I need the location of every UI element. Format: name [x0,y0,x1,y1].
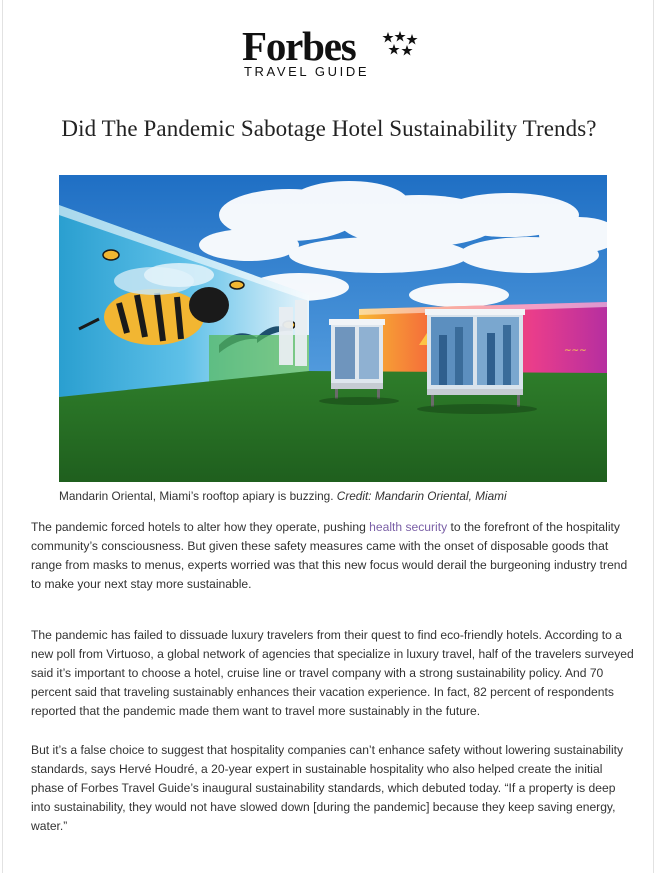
hero-image [59,175,607,482]
paragraph-3: But it’s a false choice to suggest that hospitality companies can’t enhance safety without lowering sustainability standards, says Hervé Houdré, a 20-year expert in sustainable hospitality who also helped create the initial phase of Forbes Travel Guide’s inaugural sustainability standards, which debuted today. “If a property is deep into sustainability, they would not have slowed down [during the pandemic] because they keep saving energy, water.” [31,743,624,833]
caption-credit: Credit: Mandarin Oriental, Miami [336,489,507,503]
forbes-travel-guide-logo[interactable] [242,24,422,82]
logo-stars-icon [380,30,420,58]
health-security-link[interactable]: health security [369,520,448,534]
svg-text:~~~: ~~~ [564,346,587,356]
paragraph-2: The pandemic has failed to dissuade luxury travelers from their quest to find eco-friendly hotels. According to a new poll from Virtuoso, a global network of agencies that specialize in luxury travel, half of the travelers surveyed said it’s important to choose a hotel, cruise line or travel company with a strong sustainability policy. And 70 percent said that traveling sustainably enhances their vacation experience. In fact, 82 percent of respondents reported that the pandemic made them want to travel more sustainably in the future. [31,628,634,718]
caption-text: Mandarin Oriental, Miami’s rooftop apiary is buzzing. [59,489,334,503]
paragraph-1-text-start: The pandemic forced hotels to alter how they operate, pushing [31,520,370,534]
paragraph-1-text-end: to the forefront of the hospitality community’s consciousness. But given these safety measures came with the onset of disposable goods that range from masks to menus, experts worried was that this new focus would derail the burgeoning industry trend to make your next stay more sustainable. [31,520,628,591]
rooftop-apiary-illustration [59,175,607,482]
image-caption [59,489,507,503]
logo-subtitle: TRAVEL GUIDE [244,64,370,79]
article-title: Did The Pandemic Sabotage Hotel Sustainability Trends? [61,116,597,141]
logo-wordmark: Forbes [242,23,356,69]
paragraph-1 [31,518,637,594]
